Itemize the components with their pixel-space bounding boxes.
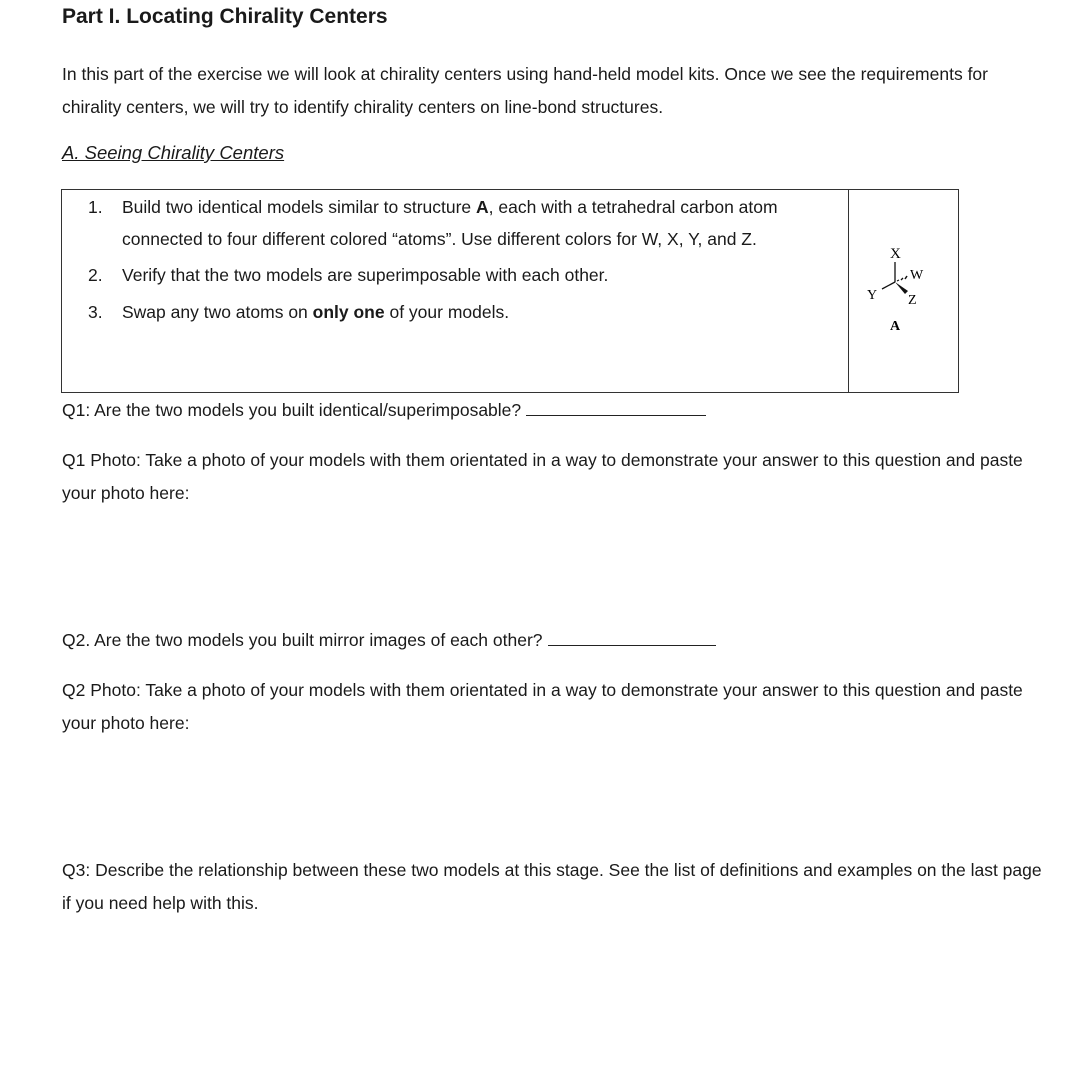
question-2: [62, 624, 1042, 657]
wedge-bond-z: [895, 282, 908, 294]
table-divider: [848, 190, 849, 392]
question-1-text: Q1: Are the two models you built identical/superimposable?: [62, 400, 522, 420]
atom-w-label: W: [910, 268, 924, 283]
step-3: [88, 297, 838, 329]
question-2-text: Q2. Are the two models you built mirror images of each other?: [62, 630, 543, 650]
structure-a-svg: [852, 234, 956, 344]
atom-x-label: X: [890, 246, 901, 262]
step-text: Verify that the two models are superimposable with each other.: [122, 265, 609, 285]
step-number: 2.: [88, 265, 103, 285]
question-3: Q3: Describe the relationship between these two models at this stage. See the list of definitions and examples on the last page if you need help with this.: [62, 860, 1042, 913]
step-text: of your models.: [384, 301, 510, 322]
step-bold-text: only one: [312, 301, 385, 322]
step-number: 1.: [88, 197, 103, 217]
structure-label: A: [890, 319, 901, 334]
atom-y-label: Y: [867, 288, 878, 303]
step-text: Swap any two atoms on: [122, 301, 313, 322]
atom-z-label: Z: [908, 293, 917, 308]
step-bold-text: A: [476, 197, 489, 217]
tetrahedral-structure-diagram: [852, 234, 956, 344]
intro-paragraph: In this part of the exercise we will look at chirality centers using hand-held model kits. Once we see the requirements for chirality centers, we will try to identify chirality centers on line-bond structures.: [62, 64, 988, 117]
section-title-a: A. Seeing Chirality Centers: [62, 142, 285, 163]
step-2: [88, 260, 838, 292]
question-1: [62, 394, 1042, 427]
instruction-steps: [88, 192, 838, 328]
step-text: Build two identical models similar to structure: [122, 197, 477, 217]
answer-blank-q2[interactable]: [548, 627, 716, 646]
hashed-bond-w: [901, 278, 903, 280]
step-1: [88, 192, 838, 255]
page-title: Part I. Locating Chirality Centers: [62, 5, 388, 28]
question-1-photo: Q1 Photo: Take a photo of your models with them orientated in a way to demonstrate your answer to this question and paste your photo here:: [62, 450, 1023, 503]
hashed-bond-w: [897, 280, 899, 281]
bond-y: [882, 282, 895, 289]
step-number: 3.: [88, 301, 103, 322]
answer-blank-q1[interactable]: [526, 397, 706, 416]
instruction-table: [61, 189, 959, 393]
question-2-photo: Q2 Photo: Take a photo of your models with them orientated in a way to demonstrate your answer to this question and paste your photo here:: [62, 680, 1023, 733]
hashed-bond-w: [905, 276, 907, 279]
step-text: , each with a tetrahedral carbon atom connected to four different colored “atoms”. Use different colors for W, X, Y, and Z.: [122, 197, 778, 249]
